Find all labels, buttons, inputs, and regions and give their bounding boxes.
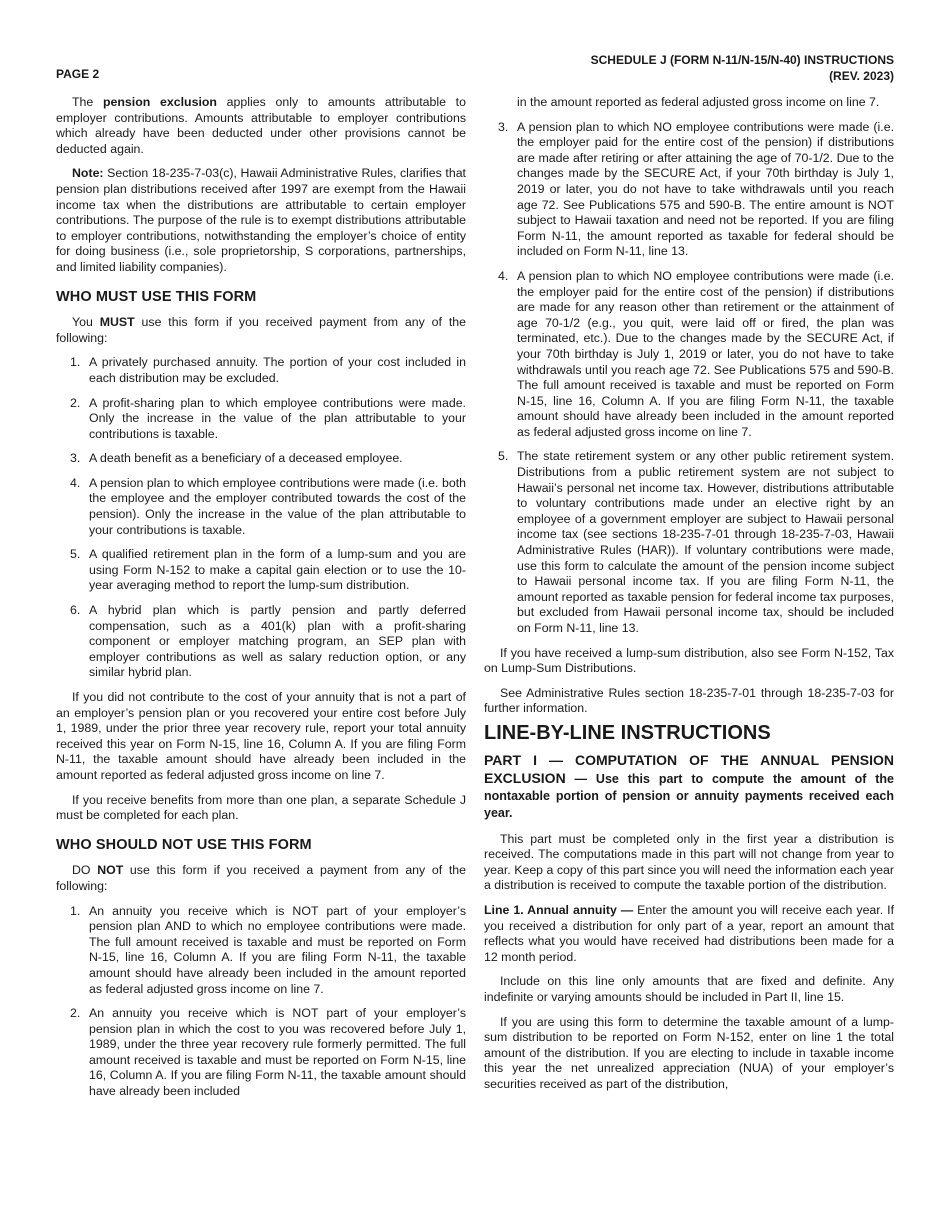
who-not-heading: WHO SHOULD NOT USE THIS FORM [56, 836, 312, 853]
not-list-continued [484, 120, 894, 637]
note-paragraph: Note: Section 18-235-7-03(c), Hawaii Administrative Rules, clarifies that pension plan distributions received after 1997 are exempt from the Hawaii income tax when the distributions are attributable to certain employer contributions. The purpose of the rule is to exempt distributions attributable to employer contributions, notwithstanding the employer’s choice of entity for doing business (i.e., sole proprietorship, S corporations, partnerships, and limited liability companies). [56, 166, 466, 274]
include-paragraph: Include on this line only amounts that are fixed and definite. Any indefinite or varying amounts should be included in Part II, line 15. [484, 974, 894, 1004]
list-item: 4. A pension plan to which employee contributions were made (i.e. both the employee and the employer contributed towards the cost of the pension). Only the increase in the value of the plan attributable to your contributions is taxable. [70, 475, 466, 537]
title-line-2: (REV. 2023) [829, 69, 894, 83]
admin-rules-paragraph: See Administrative Rules section 18-235-7-01 through 18-235-7-03 for further information. [484, 685, 894, 716]
page-number: PAGE 2 [56, 67, 100, 81]
left-column [56, 95, 466, 1109]
not-list [56, 904, 466, 1100]
line-by-line-heading: LINE-BY-LINE INSTRUCTIONS [484, 721, 771, 744]
must-list [56, 355, 466, 681]
list-item: 3. A pension plan to which NO employee contributions were made (i.e. the employer paid for the entire cost of the pension) if distributions are made after retiring or after attaining the age of 70-1/2. Due to the changes made by the SECURE Act, if your 70th birthday is July 1, 2019 or later, you do not have to take withdrawals until you reach age 72. See Publications 575 and 590-B. The entire amount is NOT subject to Hawaii taxation and need not be reported. If you are filing Form N-11, the amount reported as taxable for federal should be included on Form N-11, line 13. [498, 119, 894, 259]
list-item: 6. A hybrid plan which is partly pension and partly deferred compensation, such as a 401(k) plan with a profit-sharing component or employer matching program, an SEP plan with employer contributions as well as salary reduction option, or any similar hybrid plan. [70, 603, 466, 680]
list-item: 1. A privately purchased annuity. The portion of your cost included in each distribution may be excluded. [70, 355, 466, 385]
list-item: 1. An annuity you receive which is NOT part of your employer’s pension plan AND to which no employee contributions were made. The full amount received is taxable and must be reported on Form N-15, line 16, Column A. If you are filing Form N-11, the taxable amount should have already been included in the amount reported as federal adjusted gross income on line 7. [70, 903, 466, 996]
not-contribute-paragraph: If you did not contribute to the cost of your annuity that is not a part of an employer’s pension plan or you recovered your entire cost before July 1, 1989, under the prior three year recovery rule, report your total annuity received this year on Form N-15, line 16, Column A. If you are filing Form N-11, the taxable amount should have already been included in the amount reported as federal adjusted gross income on line 7. [56, 690, 466, 782]
document-title [591, 52, 894, 84]
not-intro: DO NOT use this form if you received a payment from any of the following: [56, 863, 466, 893]
lump-sum-paragraph: If you have received a lump-sum distribution, also see Form N-152, Tax on Lump-Sum Distributions. [484, 645, 894, 676]
list-item: 4. A pension plan to which NO employee contributions were made (i.e. the employer paid for the entire cost of the pension) if distributions are made for any reason other than retirement or the attainment of age 70-1/2 (e.g., you quit, were laid off or fired, the plan was terminated, etc.). Due to the changes made by the SECURE Act, if your 70th birthday is July 1, 2019 or later, you do not have to take withdrawals until you reach age 72. See Publications 575 and 590-B. The full amount received is taxable and must be reported on Form N-15, line 16, Column A. If you are filing Form N-11, the taxable amount should have already been included in the amount reported as federal adjusted gross income on line 7. [498, 268, 894, 439]
right-column [484, 95, 894, 1101]
list-item: 5. The state retirement system or any other public retirement system. Distributions from a public retirement system are not subject to Hawaii’s personal net income tax. However, distributions attributable to voluntary contributions made under an elective right by an employee of a government employer are subject to Hawaii personal income tax (see sections 18-235-7-01 through 18-235-7-03, Hawaii Administrative Rules (HAR)). If voluntary contributions were made, use this form to calculate the amount of the pension income subject to Hawaii personal income tax. If you are filing Form N-11, the amount reported as taxable pension for federal income tax purposes, but excluded from Hawaii personal income tax, should be included on Form N-11, line 13. [498, 449, 894, 635]
list-item: 5. A qualified retirement plan in the form of a lump-sum and you are using Form N-152 to make a capital gain election or to use the 10-year averaging method to report the lump-sum distribution. [70, 547, 466, 593]
part1-heading: PART I — COMPUTATION OF THE ANNUAL PENSION EXCLUSION — Use this part to compute the amount of the nontaxable portion of pension or annuity payments received each year. [484, 751, 894, 820]
who-must-heading: WHO MUST USE THIS FORM [56, 288, 257, 305]
part1-body: This part must be completed only in the first year a distribution is received. The computations made in this part will not change from year to year. Keep a copy of this part since you will need the information each year a distribution is received to compute the taxable portion of the distribution. [484, 831, 894, 893]
list-item: 3. A death benefit as a beneficiary of a deceased employee. [70, 451, 403, 466]
intro-paragraph: The pension exclusion applies only to amounts attributable to employer contributions. Amounts attributable to employer contributions which already have been deducted under other provisions cannot be deducted again. [56, 95, 466, 156]
list-item: 2. A profit-sharing plan to which employee contributions were made. Only the increase in the value of the plan attributable to your contributions is taxable. [70, 395, 466, 441]
line1-paragraph: Line 1. Annual annuity — Enter the amount you will receive each year. If you received a distribution for only part of a year, report an amount that reflects what you would have received had distributions been made for a 12 month period. [484, 902, 894, 964]
lumpsum-paragraph: If you are using this form to determine the taxable amount of a lump-sum distribution to be reported on Form N-152, enter on line 1 the total amount of the distribution. If you are electing to include in taxable income this year the net unrealized appreciation (NUA) of your employer’s securities received as part of the distribution, [484, 1014, 894, 1091]
continued-item: in the amount reported as federal adjusted gross income on line 7. [517, 95, 880, 109]
title-line-1: SCHEDULE J (FORM N-11/N-15/N-40) INSTRUCTIONS [590, 53, 894, 67]
more-than-one-paragraph: If you receive benefits from more than one plan, a separate Schedule J must be completed for each plan. [56, 792, 466, 823]
list-item: 2. An annuity you receive which is NOT part of your employer’s pension plan in which the cost to you was recovered before July 1, 1989, under the three year recovery rule formerly permitted. The full amount received is taxable and must be reported on Form N-15, line 16, Column A. If you are filing Form N-11, the taxable amount should have already been included [70, 1006, 466, 1099]
must-intro: You MUST use this form if you received payment from any of the following: [56, 315, 466, 345]
